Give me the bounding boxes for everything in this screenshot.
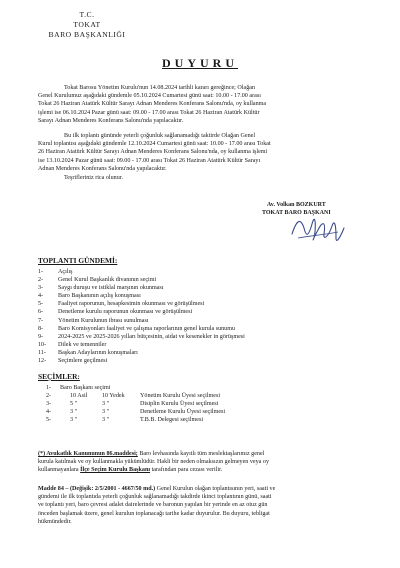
election-cell-n: 2- bbox=[46, 393, 52, 400]
legal-note-2 bbox=[38, 485, 364, 526]
agenda-item-text: Başkan Adaylarının konuşmaları bbox=[58, 349, 138, 356]
agenda-heading: TOPLANTI GÜNDEMİ: bbox=[38, 256, 118, 265]
note2-line-1: Genel Kurulun olağan toplantısının yeri, saati ve bbox=[155, 486, 276, 492]
para1-line: Sarayı Adnan Menderes Konferans Salonu'nda yapılacaktır. bbox=[38, 117, 184, 124]
agenda-item-text: Denetleme kurulu raporunun okunması ve görüşülmesi bbox=[58, 309, 193, 316]
para1-line: Tokat 26 Haziran Atatürk Kültür Sarayı Adnan Menderes Konferans Salonu'nda, oy kullanma bbox=[38, 101, 267, 108]
signature-block bbox=[262, 202, 331, 217]
agenda-item-number: 5- bbox=[38, 301, 44, 308]
agenda-item-number: 12- bbox=[38, 358, 47, 365]
legal-note-1 bbox=[38, 450, 364, 475]
letterhead-line-2: TOKAT bbox=[73, 20, 101, 29]
election-cell-c: Yönetim Kurulu Üyesi seçilmesi bbox=[140, 393, 221, 400]
note2-line-3: ve toplantı yeri, baro çevresi adalet dairelerinde ve baronun yapılan bir yerinde en az otuz gün bbox=[38, 502, 268, 509]
agenda-item bbox=[38, 325, 245, 333]
note1-line-2: kurula katılmak ve oy kullanmakla yükümlüdür. Hakli bir neden olmaksızın gelmeyen veya oy bbox=[38, 459, 269, 466]
agenda-item-number: 6- bbox=[38, 309, 44, 316]
announcement-paragraph-2 bbox=[38, 132, 364, 173]
agenda-item-number: 1- bbox=[38, 269, 44, 275]
agenda-item-number: 10- bbox=[38, 341, 47, 348]
note2-line-4: önceden başlamak üzere, genel kurulun toplanacağı tarihe kadar duyurulur. Bu duyuru, tebligat bbox=[38, 510, 270, 517]
agenda-item-text: Seçimlere geçilmesi bbox=[58, 358, 108, 365]
agenda-item bbox=[38, 292, 245, 300]
election-cell-a: 5 " bbox=[70, 401, 78, 408]
note1-lead: (*) Avukatlık Kanununun 86.maddesi; bbox=[38, 451, 138, 457]
agenda-item-text: Saygı duruşu ve istiklal marşının okunması bbox=[58, 285, 164, 292]
agenda-item-number: 2- bbox=[38, 277, 44, 284]
agenda-item-text: Baro Başkanının açılış konuşması bbox=[58, 293, 141, 300]
agenda-item-number: 4- bbox=[38, 293, 44, 300]
agenda-item-text: Dilek ve temenniler bbox=[58, 341, 107, 348]
election-row bbox=[38, 416, 338, 424]
para1-line: Genel Kurulumuz aşağıdaki gündemle 05.10.2024 Cumartesi günü saat: 10.00 - 17.00 arası bbox=[38, 93, 261, 100]
note1-emphasis: İlçe Seçim Kurulu Başkanı bbox=[80, 467, 151, 474]
agenda-item-number: 11- bbox=[38, 349, 46, 356]
para2-line: 26 Haziran Atatürk Kültür Sarayı Adnan Menderes Konferans Salonu'nda, oy kullanma işlemi bbox=[38, 149, 268, 156]
elections-heading: SEÇİMLER: bbox=[38, 372, 80, 381]
election-cell-c: Denetleme Kurulu Üyesi seçilmesi bbox=[140, 409, 226, 416]
agenda-item bbox=[38, 349, 245, 357]
election-cell-b: 10 Yedek bbox=[102, 393, 125, 400]
note2-lead: Madde 84 – (Değişik: 2/5/2001 - 4667/50 md.) bbox=[38, 486, 156, 492]
note2-line-5: hükmündedir. bbox=[38, 518, 72, 525]
agenda-item bbox=[38, 333, 245, 341]
para1-line: işlemi ise 06.10.2024 Pazar günü saat: 09.00 - 17.00 arası Tokat 26 Haziran Atatürk Kültür bbox=[38, 109, 260, 116]
agenda-item-text: Genel Kurul Başkanlık divanının seçimi bbox=[58, 277, 157, 284]
election-cell-a: 3 " bbox=[70, 417, 78, 424]
election-cell-a: 3 " bbox=[70, 409, 78, 416]
letterhead bbox=[42, 10, 132, 40]
signatory-name: Av. Volkan BOZKURT bbox=[266, 202, 326, 208]
elections-list bbox=[38, 384, 338, 424]
election-cell-c: T.B.B. Delegesi seçilmesi bbox=[140, 417, 204, 424]
election-cell-a: 10 Asil bbox=[70, 393, 88, 400]
para2-line: Adnan Menderes Konferans Salonu'nda yapılacaktır. bbox=[38, 165, 167, 172]
election-row bbox=[38, 400, 338, 408]
agenda-item bbox=[38, 276, 245, 284]
para2-line: Kurul toplantısı aşağıdaki gündemle 12.10.2024 Cumartesi günü saat: 10.00 - 17.00 arası Tokat bbox=[38, 141, 271, 148]
agenda-item bbox=[38, 284, 245, 292]
para2-line: Bu ilk toplantı gününde yeterli çoğunluk sağlanamadığı taktirde Olağan Genel bbox=[64, 133, 256, 139]
agenda-item bbox=[38, 317, 245, 325]
note1-line-3c: tarafından para cezası verilir. bbox=[150, 467, 223, 474]
agenda-item-text: Açılış bbox=[58, 269, 73, 275]
election-cell-n: 1- bbox=[46, 385, 52, 391]
agenda-item bbox=[38, 268, 245, 276]
agenda-item-text: Baro Komisyonları faaliyet ve çalışma raporlarının genel kurula sunumu bbox=[58, 325, 236, 332]
para1-line: Tokat Barosu Yönetim Kurulu'nun 14.08.2024 tarihli kararı gereğince; Olağan bbox=[64, 85, 255, 91]
election-cell-b: 3 " bbox=[102, 417, 110, 424]
note1-line-3a: kullanmayanlara bbox=[38, 467, 81, 474]
election-cell-b: 3 " bbox=[102, 401, 110, 408]
election-cell-c: Baro Başkanı seçimi bbox=[60, 385, 111, 391]
election-cell-c: Disiplin Kurulu Üyesi seçilmesi bbox=[140, 401, 219, 408]
election-cell-n: 3- bbox=[46, 401, 52, 408]
document-title: DUYURU bbox=[162, 56, 238, 70]
letterhead-line-3: BARO BAŞKANLIĞI bbox=[48, 30, 126, 39]
election-row bbox=[38, 408, 338, 416]
note2-line-2: gündemi ile ilk toplantıda yeterli çoğunluk sağlanamadığı takdirde ikinci toplantının günü, saati bbox=[38, 494, 272, 501]
agenda-item-number: 8- bbox=[38, 325, 44, 332]
note1-line-1: Baro levhasında kayıtlı tüm meslektaşlarımız genel bbox=[137, 451, 265, 457]
agenda-item bbox=[38, 357, 245, 365]
agenda-item-text: Yönetim Kurulunun ibrası sunulması bbox=[58, 317, 149, 324]
para2-line: ise 13.10.2024 Pazar günü saat: 09.00 - 17.00 arası Tokat 26 Haziran Atatürk Kültür Sarayı bbox=[38, 157, 261, 164]
election-cell-n: 4- bbox=[46, 409, 52, 416]
election-row bbox=[38, 392, 338, 400]
agenda-item-number: 7- bbox=[38, 317, 44, 324]
agenda-item bbox=[38, 308, 245, 316]
agenda-item-text: Faaliyet raporunun, hesapkesimin okunması ve görüşülmesi bbox=[58, 301, 205, 308]
signatory-title: TOKAT BARO BAŞKANI bbox=[262, 209, 331, 216]
election-row bbox=[38, 384, 338, 392]
agenda-item bbox=[38, 300, 245, 308]
agenda-item-number: 3- bbox=[38, 285, 44, 292]
election-cell-n: 5- bbox=[46, 417, 52, 424]
closing-line: Teşrifleriniz rica olunur. bbox=[64, 175, 123, 181]
agenda-list bbox=[38, 268, 245, 365]
agenda-item-number: 9- bbox=[38, 333, 44, 340]
election-cell-b: 3 " bbox=[102, 409, 110, 416]
announcement-paragraph-1 bbox=[38, 84, 364, 125]
agenda-item-text: 2024-2025 ve 2025-2026 yılları bütçesinin, aidat ve kesenekler in görüşmesi bbox=[58, 333, 245, 340]
agenda-item bbox=[38, 341, 245, 349]
letterhead-line-1: T.C. bbox=[79, 10, 95, 19]
